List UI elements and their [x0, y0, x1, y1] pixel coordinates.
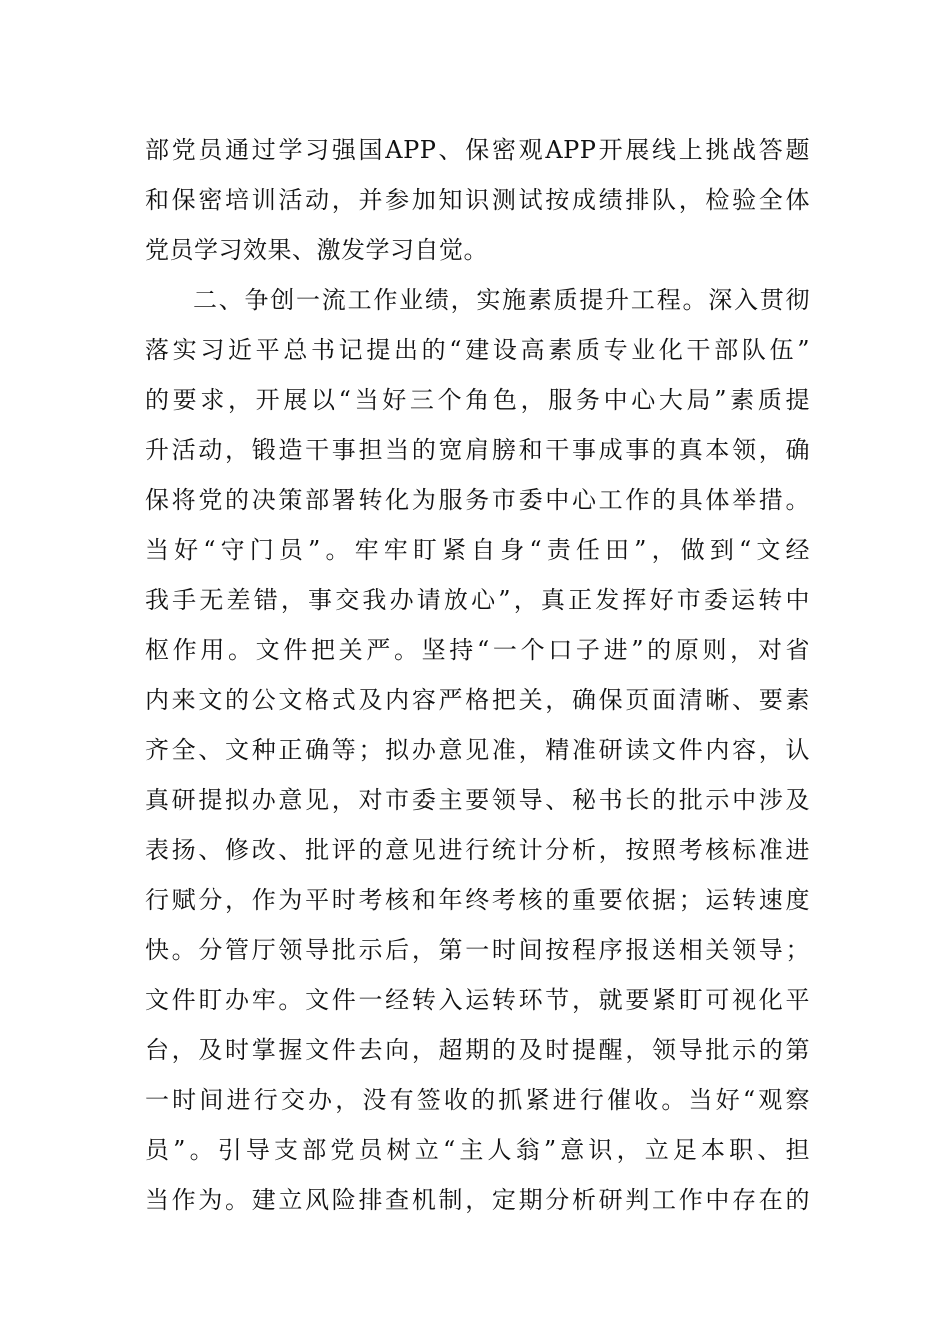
- text-line-8: 保将党的决策部署转化为服务市委中心工作的具体举措。: [145, 486, 810, 514]
- text-line-18: 文件盯办牢。文件一经转入运转环节，就要紧盯可视化平: [145, 986, 810, 1014]
- text-line-2: 和保密培训活动，并参加知识测试按成绩排队，检验全体: [145, 186, 810, 214]
- text-line-13: 齐全、文种正确等；拟办意见准，精准研读文件内容，认: [145, 736, 810, 764]
- text-line-20: 一时间进行交办，没有签收的抓紧进行催收。当好“观察: [145, 1086, 810, 1114]
- text-line-10: 我手无差错，事交我办请放心”，真正发挥好市委运转中: [145, 586, 810, 614]
- text-line-9: 当好“守门员”。牢牢盯紧自身“责任田”，做到“文经: [145, 536, 810, 564]
- paragraph-heading-line: 二、争创一流工作业绩，实施素质提升工程。深入贯彻: [193, 286, 810, 314]
- text-line-3: 党员学习效果、激发学习自觉。: [145, 236, 488, 264]
- text-line-22: 当作为。建立风险排查机制，定期分析研判工作中存在的: [145, 1186, 810, 1214]
- text-line-16: 行赋分，作为平时考核和年终考核的重要依据；运转速度: [145, 886, 810, 914]
- text-line-17: 快。分管厅领导批示后，第一时间按程序报送相关领导；: [145, 936, 810, 964]
- text-line-6: 的要求，开展以“当好三个角色，服务中心大局”素质提: [145, 386, 810, 414]
- text-line-11: 枢作用。文件把关严。坚持“一个口子进”的原则，对省: [145, 636, 810, 664]
- text-line-21: 员”。引导支部党员树立“主人翁”意识，立足本职、担: [145, 1136, 810, 1164]
- text-line-5: 落实习近平总书记提出的“建设高素质专业化干部队伍”: [145, 336, 810, 364]
- text-line-7: 升活动，锻造干事担当的宽肩膀和干事成事的真本领，确: [145, 436, 810, 464]
- text-line-1: 部党员通过学习强国APP、保密观APP开展线上挑战答题: [145, 136, 810, 164]
- text-line-14: 真研提拟办意见，对市委主要领导、秘书长的批示中涉及: [145, 786, 810, 814]
- text-line-15: 表扬、修改、批评的意见进行统计分析，按照考核标准进: [145, 836, 810, 864]
- text-line-12: 内来文的公文格式及内容严格把关，确保页面清晰、要素: [145, 686, 810, 714]
- text-line-19: 台，及时掌握文件去向，超期的及时提醒，领导批示的第: [145, 1036, 810, 1064]
